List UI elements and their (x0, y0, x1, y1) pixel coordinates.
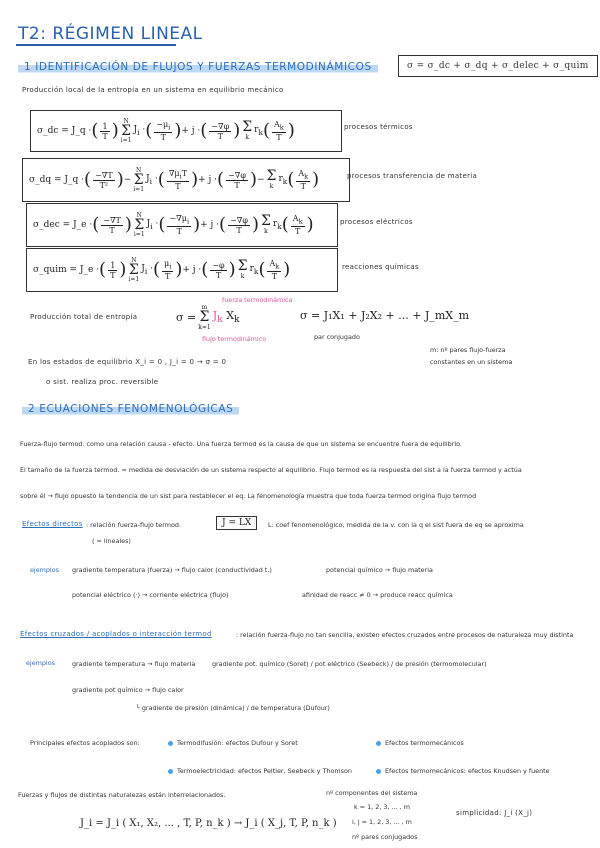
par-conjugado-note: par conjugado (314, 333, 360, 341)
sigma-decomposition-box: σ = σ_dc + σ_dq + σ_delec + σ_quim (398, 55, 598, 77)
lineales-note: ( = lineales) (92, 537, 131, 545)
ejemplo-2c: gradiente pot químico → flujo calor (72, 686, 184, 694)
bullet-termodifusion (168, 739, 298, 747)
efectos-directos-label: Efectos directos (22, 520, 83, 528)
ejemplo-1d: afinidad de reacc ≠ 0 → produce reacc química (302, 591, 453, 599)
ejemplo-1a: gradiente temperatura (fuerza) → flujo calor (conductividad t.) (72, 566, 272, 574)
label-electric: procesos eléctricos (340, 218, 413, 226)
formula-chemical-lhs: σ_quim = J_e · (33, 265, 100, 275)
bullet-icon (376, 741, 381, 746)
equilibrium-condition: En los estados de equilibrio X_i = 0 , J_i = 0 → σ = 0 (28, 358, 227, 366)
bullet-termoelectricidad (168, 767, 352, 775)
hidden-total-formula-anchor (410, 300, 411, 301)
equilibrium-reversible: o sist. realiza proc. reversible (46, 378, 159, 386)
sum-top: m (201, 304, 208, 311)
formula-thermal: σ_dc = J_q · ( $\frac{1}{T}$ ) N Σ i=1 $J_i$ · ( $\frac{-\mu_i}{T}$ ) + j · ( $\frac{-\nabla\varphi}{T}$ ) Σ k $r_k$ ( $\frac{A_k}{T}$ ) (30, 110, 342, 152)
ejemplos-1-label: ejemplos (30, 566, 59, 574)
ejemplo-1b: potencial químico → flujo materia (326, 566, 433, 574)
efectos-cruzados-label: Efectos cruzados / acoplados o interacción termod (20, 630, 212, 638)
componentes-note: nº componentes del sistema (326, 789, 418, 797)
fuerzas-flujos-note: Fuerzas y flujos de distintas naturalezas están interrelacionados. (18, 791, 226, 799)
para-fuerza-flujo-3: sobre él → flujo opuesto la tendencia de un sist para restablecer el eq. La fenomenología muestra que toda fuerza termod origina flujo termod (20, 492, 477, 500)
formula-electric-lhs: σ_dec = J_e · (33, 220, 93, 230)
m-note-2: constantes en un sistema (430, 358, 513, 366)
ejemplo-2d: └ gradiente de presión (dinámica) / de temperatura (Dufour) (136, 704, 330, 712)
formula-electric: σ_dec = J_e · ( $\frac{-\nabla T}{T}$ ) N Σ i=1 $J_i$ · ( $\frac{-\nabla\mu_i}{T}$ ) + j · ( $\frac{-\nabla\varphi}{T}$ ) Σ k $r_k$ ( $\frac{A_k}{T}$ ) (26, 203, 338, 247)
bullet-termodifusion-text: Termodifusión: efectos Dufour y Soret (177, 739, 298, 747)
directos-equation: J = LX (216, 516, 257, 530)
ejemplo-2a: gradiente temperatura → flujo materia (72, 660, 196, 668)
para-fuerza-flujo-1: Fuerza-flujo termod. como una relación causa - efecto. Una fuerza termod es la causa de que un sistema se encuentre fuera de equilibrio. (20, 440, 462, 448)
sum-bottom: k=1 (198, 323, 211, 331)
label-thermal: procesos térmicos (344, 123, 413, 131)
efectos-directos-text: : relación fuerza-flujo termod. (86, 521, 181, 529)
total-entropy-label: Producción total de entropía (30, 313, 138, 321)
k-range-note: k = 1, 2, 3, ... , m (354, 803, 410, 811)
m-note-1: m: nº pares flujo-fuerza (430, 346, 506, 354)
bullet-icon (376, 769, 381, 774)
ejemplos-2-label: ejemplos (26, 659, 55, 667)
efectos-cruzados-text: : relación fuerza-flujo no tan sencilla, existen efectos cruzados entre procesos de naturaleza muy distinta (236, 631, 574, 639)
simplicidad-note: simplicidad: J_i (X_j) (456, 809, 533, 817)
pares-note: nº pares conjugados (352, 833, 418, 841)
bullet-termoelectricidad-text: Termoelectricidad: efectos Peltier, Seebeck y Thomson (177, 767, 352, 775)
label-mass: procesos transferencia de materia (347, 172, 478, 180)
bullet-termomecanicos-text: Efectos termomecánicos (385, 739, 464, 747)
expanded-entropy: σ = J₁X₁ + J₂X₂ + ... + J_mX_m (300, 309, 470, 322)
formula-chemical: σ_quim = J_e · ( $\frac{1}{T}$ ) N Σ i=1 $J_i$ · ( $\frac{\mu_i}{T}$ ) + j · ( $\frac{-\varphi}{T}$ ) Σ k $r_k$ ( $\frac{A_k}{T}$ ) (26, 248, 338, 292)
page-title: T2: RÉGIMEN LINEAL (18, 24, 203, 44)
fuerza-annotation: fuerza termodinámica (222, 296, 293, 304)
bullet-icon (168, 769, 173, 774)
ejemplo-2b: gradiente pot. químico (Soret) / pot eléctrico (Seebeck) / de presión (termomolecular) (212, 660, 487, 668)
section-2-heading: 2 ECUACIONES FENOMENOLÓGICAS (22, 402, 239, 416)
bullet-icon (168, 741, 173, 746)
principales-efectos: Principales efectos acoplados son: (30, 739, 140, 747)
label-chemical: reacciones químicas (342, 263, 419, 271)
formula-thermal-lhs: σ_dc = J_q · (37, 126, 92, 136)
total-entropy-formula: σ = m Σ k=1 $J_k$ $X_k$ (176, 304, 240, 331)
ejemplo-1c: potencial eléctrico (·) → corriente eléctrica (flujo) (72, 591, 229, 599)
section-1-heading: 1 IDENTIFICACIÓN DE FLUJOS Y FUERZAS TERMODINÁMICOS (18, 60, 378, 74)
directos-L-note: L: coef fenomenológico, medida de la v. con la q el sist fuera de eq se aproxima (268, 521, 524, 529)
bullet-termomecanicos-2-text: Efectos termomecánicos: efectos Knudsen y fuente (385, 767, 550, 775)
para-fuerza-flujo-2: El tamaño de la fuerza termod. = medida de desviación de un sistema respecto al equilibrio. Flujo termod es la respuesta del sist a la fuerza termod y actúa (20, 466, 522, 474)
bullet-termomecanicos (376, 739, 464, 747)
flujo-annotation: flujo termodinámico (202, 335, 267, 343)
intro-local-entropy: Producción local de la entropía en un sistema en equilibrio mecánico (22, 86, 284, 94)
title-underline (16, 44, 176, 46)
bullet-termomecanicos-2 (376, 767, 550, 775)
ij-range-note: i, j = 1, 2, 3, ... , m (352, 818, 412, 826)
final-equation: J_i = J_i ( X₁, X₂, ... , T, P, n_k ) → J_i ( X_j, T, P, n_k ) (80, 818, 337, 829)
formula-mass: σ_dq = J_q · ( $\frac{-\nabla T}{\text{T²}}$ ) − N Σ i=1 $J_i$ · ( $\frac{\nabla\mu_iT}{T}$ ) + j · ( $\frac{-\nabla\varphi}{T}$ ) − Σ k $r_k$ ( $\frac{A_k}{T}$ ) (22, 158, 350, 202)
formula-mass-lhs: σ_dq = J_q · (29, 175, 85, 185)
